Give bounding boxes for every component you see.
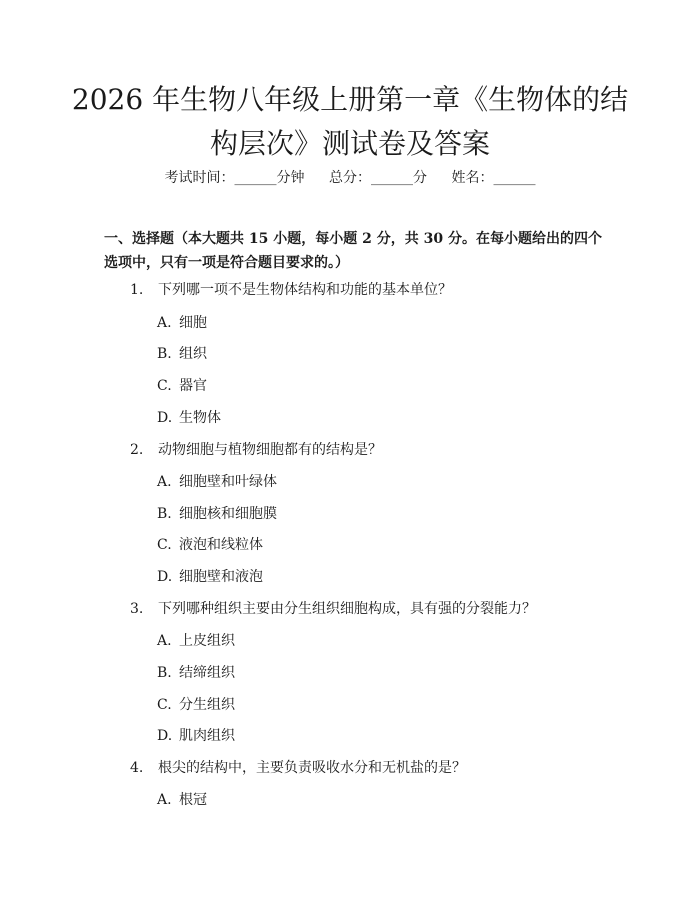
option-letter: C. xyxy=(157,537,172,553)
option-text: 上皮组织 xyxy=(179,633,235,649)
option xyxy=(157,376,207,396)
question-number: 1. xyxy=(130,282,144,298)
option xyxy=(157,344,207,364)
question-number: 4. xyxy=(130,760,144,776)
option-letter: D. xyxy=(157,410,173,426)
question-text: 下列哪种组织主要由分生组织细胞构成，具有强的分裂能力？ xyxy=(158,601,536,617)
option xyxy=(157,726,235,746)
question-number: 3. xyxy=(130,601,144,617)
option xyxy=(157,504,277,524)
option-text: 结缔组织 xyxy=(179,665,235,681)
option xyxy=(157,695,235,715)
option-letter: C. xyxy=(157,378,172,394)
option-text: 根冠 xyxy=(179,792,207,808)
question-number: 2. xyxy=(130,442,144,458)
option xyxy=(157,631,235,651)
option-letter: D. xyxy=(157,728,173,744)
option-letter: B. xyxy=(157,346,172,362)
question-3 xyxy=(130,599,536,619)
option-letter: B. xyxy=(157,665,172,681)
option-letter: A. xyxy=(157,474,172,490)
option-text: 细胞壁和叶绿体 xyxy=(179,474,277,490)
total-score: 总分：______分 xyxy=(329,170,427,186)
question-text: 动物细胞与植物细胞都有的结构是？ xyxy=(158,442,382,458)
student-name: 姓名：______ xyxy=(451,170,536,186)
option-letter: A. xyxy=(157,633,172,649)
exam-meta xyxy=(0,167,700,189)
option-text: 生物体 xyxy=(179,410,221,426)
section-heading: 一、选择题（本大题共 15 小题，每小题 2 分，共 30 分。在每小题给出的四个选项中，只有一项是符合题目要求的。） xyxy=(104,231,602,271)
option xyxy=(157,535,263,555)
option-letter: D. xyxy=(157,569,173,585)
option-letter: C. xyxy=(157,697,172,713)
option-text: 器官 xyxy=(179,378,207,394)
option-letter: A. xyxy=(157,792,172,808)
option xyxy=(157,663,235,683)
question-text: 根尖的结构中，主要负责吸收水分和无机盐的是？ xyxy=(158,760,466,776)
option xyxy=(157,408,221,428)
option xyxy=(157,567,263,587)
question-2 xyxy=(130,440,382,460)
question-text: 下列哪一项不是生物体结构和功能的基本单位？ xyxy=(158,282,452,298)
option xyxy=(157,790,207,810)
option xyxy=(157,472,277,492)
option xyxy=(157,313,207,333)
option-text: 分生组织 xyxy=(179,697,235,713)
option-text: 肌肉组织 xyxy=(179,728,235,744)
option-text: 组织 xyxy=(179,346,207,362)
page-title xyxy=(60,78,640,166)
option-text: 液泡和线粒体 xyxy=(179,537,263,553)
exam-time: 考试时间：______分钟 xyxy=(164,170,305,186)
question-4 xyxy=(130,758,466,778)
option-text: 细胞 xyxy=(179,315,207,331)
option-letter: B. xyxy=(157,506,172,522)
option-text: 细胞核和细胞膜 xyxy=(179,506,277,522)
option-letter: A. xyxy=(157,315,172,331)
title-line-1: 2026 年生物八年级上册第一章《生物体的结 xyxy=(71,83,629,116)
title-line-2: 构层次》测试卷及答案 xyxy=(209,127,490,160)
option-text: 细胞壁和液泡 xyxy=(179,569,263,585)
question-1 xyxy=(130,280,452,300)
